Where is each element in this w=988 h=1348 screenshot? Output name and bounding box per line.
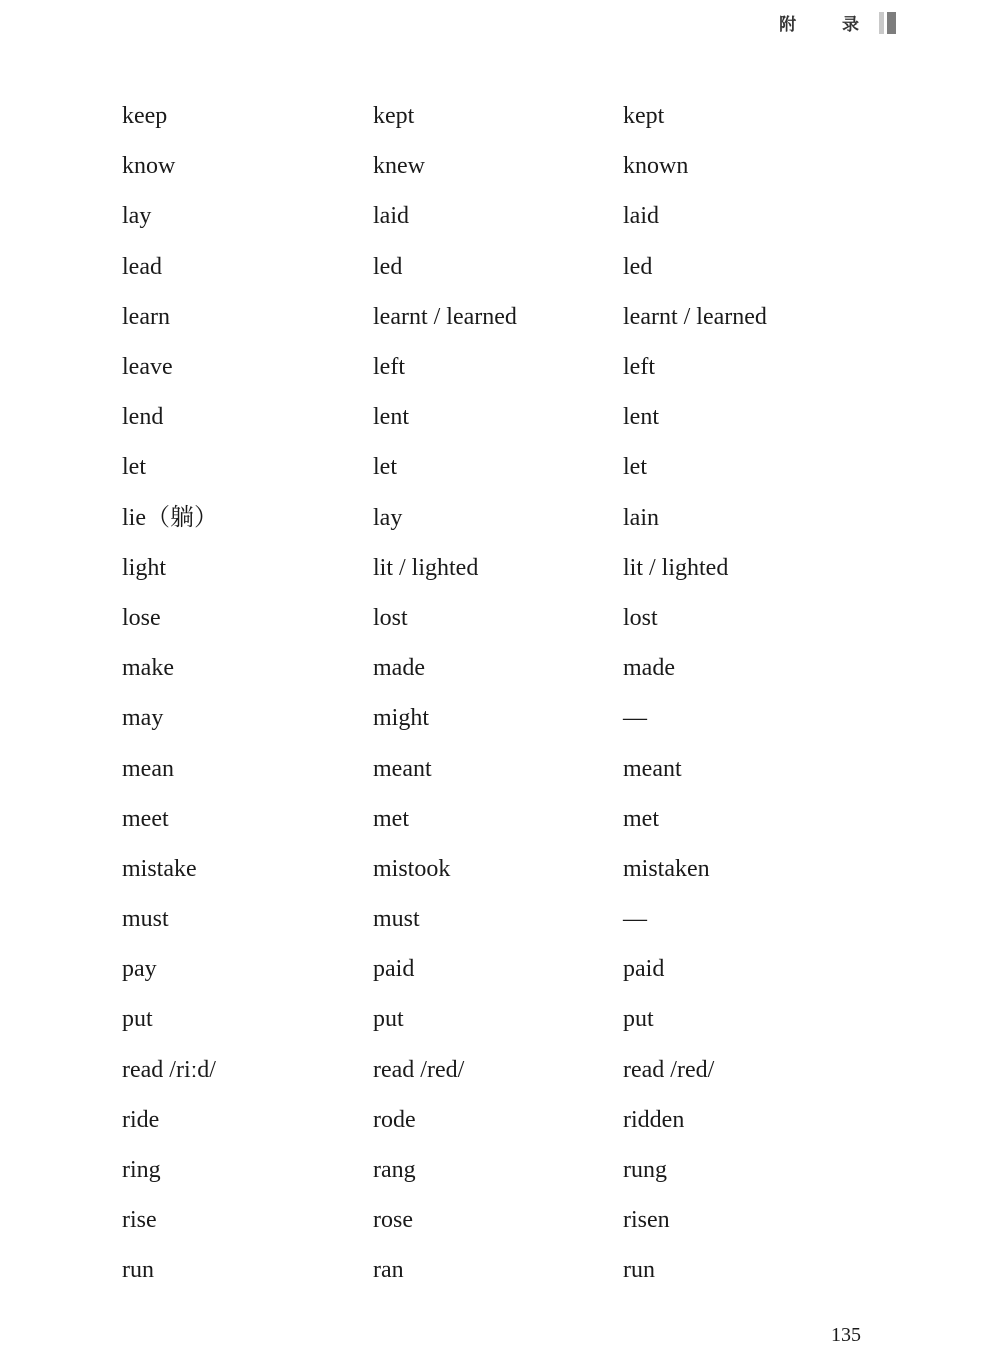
base-form: read /riːd/ — [122, 1056, 216, 1083]
past-participle: kept — [623, 103, 665, 130]
base-form: know — [122, 153, 176, 180]
past-tense: rode — [373, 1106, 416, 1133]
past-tense: lit / lighted — [373, 554, 479, 581]
dark-marker-bar — [887, 12, 896, 34]
base-form: make — [122, 655, 174, 682]
past-tense: rose — [373, 1207, 413, 1234]
base-form: run — [122, 1257, 154, 1284]
past-tense: led — [373, 253, 403, 280]
table-row — [122, 292, 882, 342]
past-tense: meant — [373, 755, 432, 782]
past-participle: lain — [623, 504, 659, 531]
table-row — [122, 994, 882, 1044]
past-participle: laid — [623, 203, 659, 230]
base-form: learn — [122, 303, 170, 330]
past-tense: lay — [373, 504, 403, 531]
past-participle: paid — [623, 956, 665, 983]
past-participle: made — [623, 655, 675, 682]
base-form: meet — [122, 805, 169, 832]
base-form: put — [122, 1006, 153, 1033]
past-participle: lost — [623, 604, 658, 631]
base-form: pay — [122, 956, 157, 983]
table-row — [122, 794, 882, 844]
page-header — [779, 10, 896, 35]
past-tense: read /red/ — [373, 1056, 465, 1083]
table-row — [122, 141, 882, 191]
past-participle: met — [623, 805, 659, 832]
table-row — [122, 944, 882, 994]
base-form: light — [122, 554, 167, 581]
base-form: lend — [122, 404, 164, 431]
past-participle: — — [623, 705, 647, 732]
table-row — [122, 844, 882, 894]
past-tense: rang — [373, 1157, 416, 1184]
base-form: ride — [122, 1106, 160, 1133]
table-row — [122, 91, 882, 141]
base-form: rise — [122, 1207, 157, 1234]
table-row — [122, 342, 882, 392]
table-row — [122, 493, 882, 543]
base-form: lead — [122, 253, 162, 280]
base-form: lie（躺） — [122, 504, 218, 531]
base-form: ring — [122, 1157, 161, 1184]
past-tense: paid — [373, 956, 415, 983]
base-form: let — [122, 454, 146, 481]
table-row — [122, 693, 882, 743]
table-row — [122, 593, 882, 643]
base-form: must — [122, 906, 169, 933]
page-number: 135 — [831, 1324, 861, 1346]
past-tense: left — [373, 354, 405, 381]
past-tense: lent — [373, 404, 409, 431]
base-form: lose — [122, 604, 161, 631]
past-tense: knew — [373, 153, 425, 180]
section-marker-bars — [879, 12, 896, 34]
base-form: lay — [122, 203, 152, 230]
past-participle: led — [623, 253, 653, 280]
table-row — [122, 1145, 882, 1195]
table-row — [122, 543, 882, 593]
table-row — [122, 442, 882, 492]
past-participle: rung — [623, 1157, 667, 1184]
past-tense: might — [373, 705, 430, 732]
base-form: mistake — [122, 855, 197, 882]
table-row — [122, 1095, 882, 1145]
past-tense: made — [373, 655, 425, 682]
base-form: may — [122, 705, 164, 732]
past-participle: put — [623, 1006, 654, 1033]
table-row — [122, 894, 882, 944]
table-row — [122, 1245, 882, 1295]
past-tense: let — [373, 454, 397, 481]
past-tense: kept — [373, 103, 415, 130]
past-tense: must — [373, 906, 420, 933]
past-participle: known — [623, 153, 689, 180]
base-form: keep — [122, 103, 168, 130]
past-tense: mistook — [373, 855, 451, 882]
past-tense: met — [373, 805, 409, 832]
table-row — [122, 743, 882, 793]
past-tense: put — [373, 1006, 404, 1033]
past-participle: — — [623, 906, 647, 933]
past-participle: let — [623, 454, 647, 481]
base-form: mean — [122, 755, 174, 782]
past-participle: lent — [623, 404, 659, 431]
table-row — [122, 191, 882, 241]
past-participle: read /red/ — [623, 1056, 715, 1083]
past-participle: lit / lighted — [623, 554, 729, 581]
table-row — [122, 1195, 882, 1245]
section-label: 附 录 — [779, 15, 879, 35]
past-participle: learnt / learned — [623, 303, 767, 330]
past-participle: run — [623, 1257, 655, 1284]
table-row — [122, 392, 882, 442]
light-marker-bar — [879, 12, 884, 34]
past-tense: lost — [373, 604, 408, 631]
past-tense: laid — [373, 203, 409, 230]
past-tense: ran — [373, 1257, 404, 1284]
past-participle: left — [623, 354, 655, 381]
base-form: leave — [122, 354, 173, 381]
past-participle: risen — [623, 1207, 670, 1234]
table-row — [122, 242, 882, 292]
past-participle: mistaken — [623, 855, 710, 882]
past-tense: learnt / learned — [373, 303, 517, 330]
past-participle: ridden — [623, 1106, 685, 1133]
past-participle: meant — [623, 755, 682, 782]
table-row — [122, 643, 882, 693]
table-row — [122, 1045, 882, 1095]
irregular-verb-table — [122, 91, 882, 1296]
